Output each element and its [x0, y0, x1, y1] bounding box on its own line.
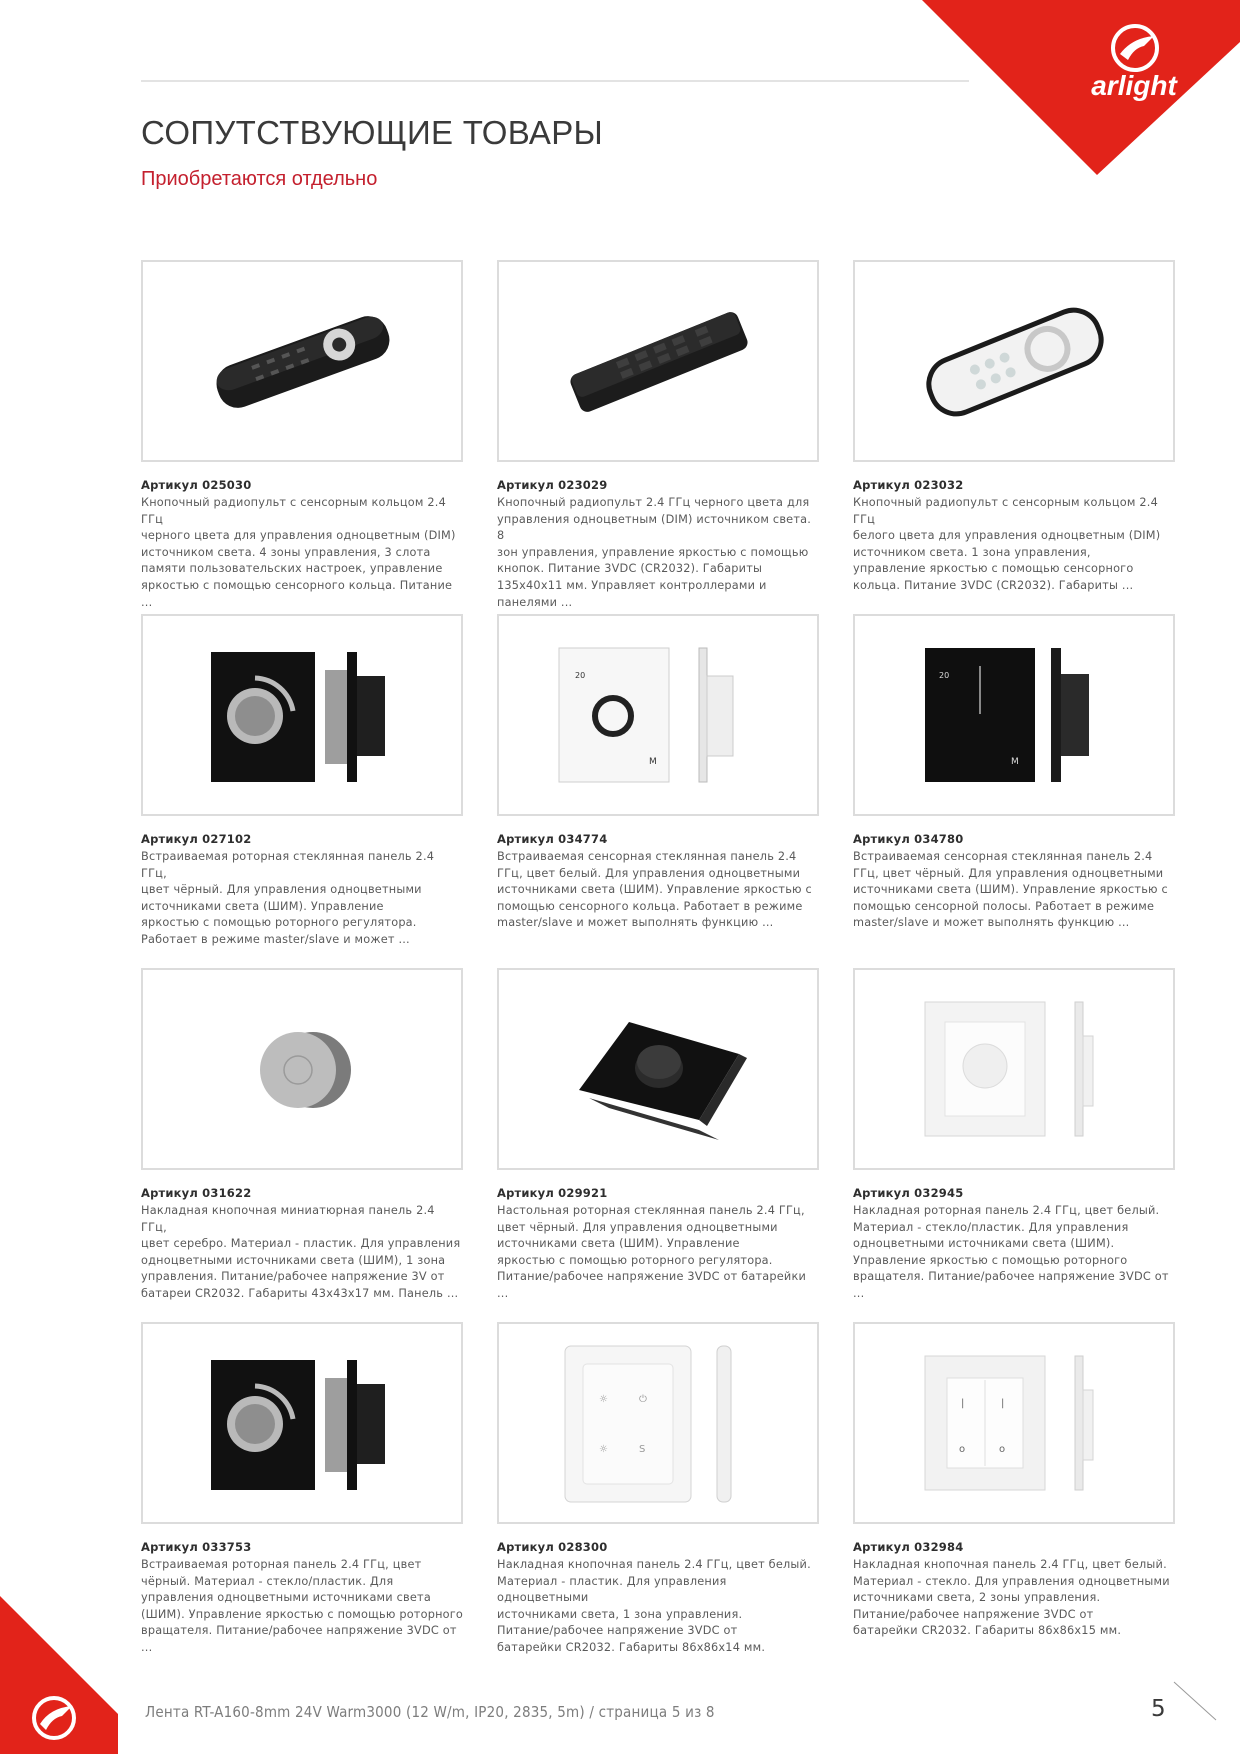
description-line: 135x40x11 мм. Управляет контроллерами и панелями ... [497, 578, 767, 609]
brand-corner-top-right [922, 0, 1240, 175]
svg-text:|: | [961, 1398, 965, 1409]
description-line: вращателя. Питание/рабочее напряжение 3VDC от ... [853, 1270, 1169, 1300]
svg-text:☼: ☼ [599, 1444, 608, 1455]
product-image [497, 260, 819, 462]
description-line: (ШИМ). Управление яркостью с помощью роторного [141, 1607, 464, 1621]
description-line: master/slave и может выполнять функцию ... [497, 916, 774, 930]
product-card [853, 614, 1175, 932]
black-rotary-panel-image [143, 616, 461, 814]
product-image [853, 1322, 1175, 1524]
svg-text:o: o [959, 1444, 966, 1455]
description-line: ГГц, цвет белый. Для управления одноцветными [497, 866, 801, 880]
product-image [497, 1322, 819, 1524]
description-line: цвет чёрный. Для управления одноцветными [497, 1220, 778, 1234]
description-line: одноцветными источниками света (ШИМ). [853, 1237, 1115, 1251]
description-line: цвет чёрный. Для управления одноцветными [141, 883, 422, 897]
description-line: Материал - пластик. Для управления одноцветными [497, 1574, 727, 1605]
product-article: Артикул 031622 [141, 1186, 252, 1200]
product-article: Артикул 027102 [141, 832, 252, 846]
page-title: СОПУТСТВУЮЩИЕ ТОВАРЫ [141, 114, 604, 151]
description-line: управления. Питание/рабочее напряжение 3V от [141, 1270, 445, 1284]
svg-text:o: o [999, 1444, 1006, 1455]
description-line: батарейки CR2032. Габариты 86x86x14 мм. [497, 1640, 766, 1654]
product-article: Артикул 028300 [497, 1540, 608, 1554]
description-line: Накладная кнопочная панель 2.4 ГГц, цвет белый. [853, 1558, 1167, 1571]
description-line: Встраиваемая роторная стеклянная панель 2.4 ГГц, [141, 850, 435, 880]
description-line: батарейки CR2032. Габариты 86x86x15 мм. [853, 1624, 1122, 1638]
product-description [497, 495, 819, 611]
description-line: яркостью с помощью роторного регулятора. [141, 916, 417, 930]
black-remote-buttons-image [499, 262, 817, 460]
svg-text:⏻: ⏻ [639, 1394, 647, 1405]
description-line: Накладная кнопочная панель 2.4 ГГц, цвет белый. [497, 1558, 811, 1571]
product-card [853, 260, 1175, 595]
description-line: цвет серебро. Материал - пластик. Для управления [141, 1237, 461, 1251]
svg-text:20: 20 [575, 671, 586, 680]
description-line: Питание/рабочее напряжение 3VDC от батарейки ... [497, 1270, 807, 1300]
description-line: источниками света (ШИМ). Управление [141, 899, 384, 913]
description-line: источниками света, 2 зоны управления. [853, 1591, 1101, 1605]
product-article: Артикул 032945 [853, 1186, 964, 1200]
black-remote-ring-image [143, 262, 461, 460]
product-article: Артикул 023032 [853, 478, 964, 492]
svg-text:20: 20 [939, 671, 950, 680]
product-image [141, 1322, 463, 1524]
description-line: master/slave и может выполнять функцию ... [853, 916, 1130, 930]
brand-corner-bottom-left [0, 1596, 118, 1754]
svg-text:|: | [1001, 1398, 1005, 1409]
white-button-panel-glass-image [855, 1324, 1173, 1522]
product-image [141, 260, 463, 462]
white-touch-panel-image [499, 616, 817, 814]
description-line: одноцветными источниками света (ШИМ), 1 зона [141, 1253, 446, 1267]
product-description [141, 849, 463, 949]
product-card [497, 614, 819, 932]
description-line: вращателя. Питание/рабочее напряжение 3VDC от ... [141, 1624, 457, 1654]
product-card [497, 1322, 819, 1657]
product-card [141, 260, 463, 611]
description-line: источниками света, 1 зона управления. [497, 1607, 743, 1621]
description-line: источниками света (ШИМ). Управление [497, 1237, 740, 1251]
description-line: Питание/рабочее напряжение 3VDC от [853, 1607, 1094, 1621]
description-line: источниками света (ШИМ). Управление яркостью с [853, 883, 1168, 897]
product-card [853, 968, 1175, 1303]
black-desk-rotary-image [499, 970, 817, 1168]
description-line: Настольная роторная стеклянная панель 2.4 ГГц, [497, 1204, 805, 1217]
svg-text:M: M [1011, 757, 1019, 767]
description-line: помощью сенсорной полосы. Работает в режиме [853, 899, 1155, 913]
description-line: белого цвета для управления одноцветным (DIM) [853, 529, 1161, 543]
product-article: Артикул 032984 [853, 1540, 964, 1554]
product-card [141, 614, 463, 949]
product-description [853, 1203, 1175, 1303]
description-line: управление яркостью с помощью сенсорного [853, 562, 1134, 576]
product-image [853, 260, 1175, 462]
description-line: управления одноцветным (DIM) источником света. 8 [497, 512, 812, 543]
product-description [497, 849, 819, 932]
description-line: Питание/рабочее напряжение 3VDC от [497, 1624, 738, 1638]
product-description [853, 1557, 1175, 1640]
description-line: батареи CR2032. Габариты 43x43x17 мм. Панель ... [141, 1286, 459, 1300]
description-line: Работает в режиме master/slave и может ... [141, 932, 410, 946]
product-description [853, 495, 1175, 595]
description-line: кольца. Питание 3VDC (CR2032). Габариты ... [853, 578, 1134, 592]
product-card [497, 260, 819, 611]
svg-text:☼: ☼ [599, 1394, 608, 1405]
white-button-panel-plastic-image [499, 1324, 817, 1522]
product-article: Артикул 029921 [497, 1186, 608, 1200]
header-divider [141, 80, 969, 82]
description-line: черного цвета для управления одноцветным (DIM) [141, 529, 456, 543]
product-image [853, 614, 1175, 816]
product-description [497, 1203, 819, 1303]
product-card [141, 1322, 463, 1657]
page-corner-line [1172, 1680, 1218, 1722]
page-subtitle: Приобретаются отдельно [141, 168, 378, 190]
description-line: Управление яркостью с помощью роторного [853, 1253, 1128, 1267]
product-card [497, 968, 819, 1303]
product-description [497, 1557, 819, 1657]
description-line: Материал - стекло. Для управления одноцветными [853, 1574, 1170, 1588]
description-line: ГГц, цвет чёрный. Для управления одноцветными [853, 866, 1164, 880]
product-image [141, 968, 463, 1170]
description-line: помощью сенсорного кольца. Работает в режиме [497, 899, 803, 913]
description-line: источником света. 1 зона управления, [853, 545, 1091, 559]
description-line: Накладная кнопочная миниатюрная панель 2.4 ГГц, [141, 1204, 435, 1234]
product-image [853, 968, 1175, 1170]
product-article: Артикул 033753 [141, 1540, 252, 1554]
description-line: памяти пользовательских настроек, управление [141, 562, 443, 576]
description-line: Встраиваемая роторная панель 2.4 ГГц, цвет [141, 1558, 422, 1571]
description-line: Кнопочный радиопульт с сенсорным кольцом 2.4 ГГц [141, 496, 446, 526]
white-rotary-panel-image [855, 970, 1173, 1168]
white-remote-ring-image [855, 262, 1173, 460]
description-line: Встраиваемая сенсорная стеклянная панель 2.4 [497, 850, 797, 863]
product-article: Артикул 034780 [853, 832, 964, 846]
description-line: зон управления, управление яркостью с помощью [497, 545, 809, 559]
description-line: Кнопочный радиопульт с сенсорным кольцом 2.4 ГГц [853, 496, 1158, 526]
product-image [141, 614, 463, 816]
description-line: Кнопочный радиопульт 2.4 ГГц черного цвета для [497, 496, 810, 509]
product-image [497, 614, 819, 816]
description-line: яркостью с помощью сенсорного кольца. Питание ... [141, 578, 453, 609]
description-line: яркостью с помощью роторного регулятора. [497, 1253, 773, 1267]
description-line: источниками света (ШИМ). Управление яркостью с [497, 883, 812, 897]
svg-text:S: S [639, 1444, 646, 1455]
svg-text:M: M [649, 757, 657, 767]
description-line: Материал - стекло/пластик. Для управления [853, 1220, 1129, 1234]
product-card [853, 1322, 1175, 1640]
black-rotary-panel-image [143, 1324, 461, 1522]
description-line: чёрный. Материал - стекло/пластик. Для [141, 1574, 394, 1588]
silver-mini-panel-image [143, 970, 461, 1168]
footer-text: Лента RT-A160-8mm 24V Warm3000 (12 W/m, IP20, 2835, 5m) / страница 5 из 8 [145, 1703, 715, 1721]
description-line: Накладная роторная панель 2.4 ГГц, цвет белый. [853, 1204, 1160, 1217]
product-article: Артикул 034774 [497, 832, 608, 846]
product-article: Артикул 025030 [141, 478, 252, 492]
page-number: 5 [1151, 1696, 1166, 1722]
product-description [141, 495, 463, 611]
brand-logo-text: arlight [1091, 70, 1177, 101]
product-card [141, 968, 463, 1303]
product-description [141, 1203, 463, 1303]
description-line: Встраиваемая сенсорная стеклянная панель 2.4 [853, 850, 1153, 863]
product-description [141, 1557, 463, 1657]
black-touch-panel-image [855, 616, 1173, 814]
product-article: Артикул 023029 [497, 478, 608, 492]
description-line: источником света. 4 зоны управления, 3 слота [141, 545, 431, 559]
description-line: управления одноцветными источниками света [141, 1591, 431, 1605]
product-description [853, 849, 1175, 932]
description-line: кнопок. Питание 3VDC (CR2032). Габариты [497, 562, 763, 576]
product-image [497, 968, 819, 1170]
